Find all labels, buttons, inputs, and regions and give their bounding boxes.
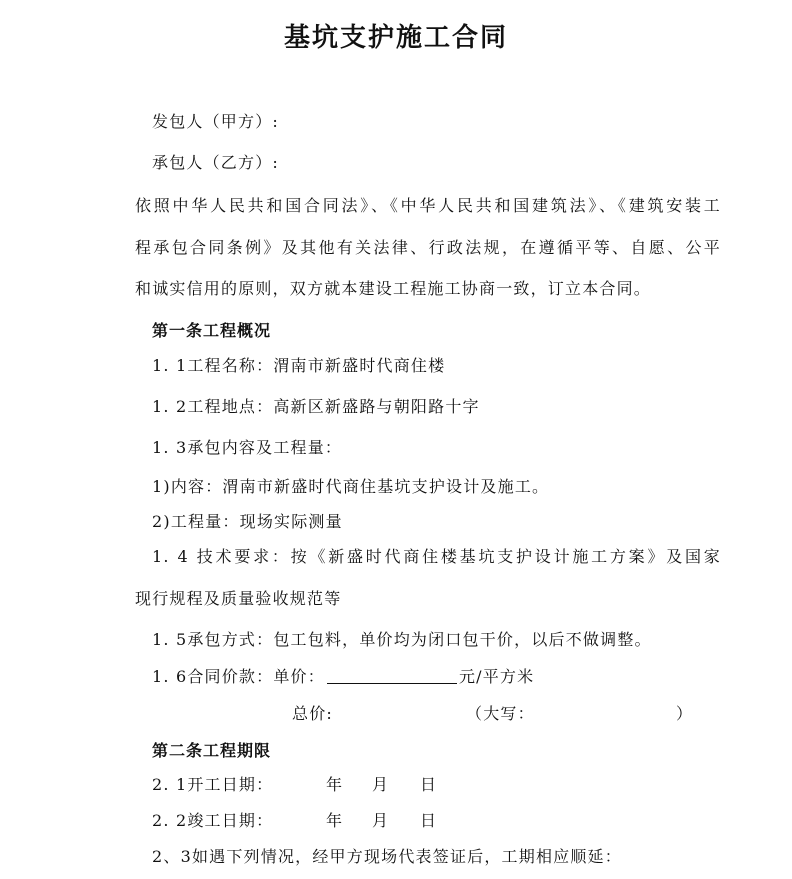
start-month: 月	[372, 775, 390, 794]
total-price-label: 总价:	[292, 704, 333, 723]
start-date-label: 2. 1开工日期：	[152, 775, 274, 794]
end-day: 日	[420, 811, 438, 830]
party-b-line: 承包人（乙方）:	[152, 153, 279, 172]
total-price-upper-open: （大写：	[466, 704, 535, 723]
item-1-6	[152, 666, 534, 688]
item-1-5: 1. 5承包方式：包工包料，单价均为闭口包干价，以后不做调整。	[152, 630, 652, 649]
item-1-3: 1. 3承包内容及工程量：	[152, 438, 343, 457]
total-price-upper-close: ）	[676, 704, 694, 723]
party-a-line: 发包人（甲方）:	[152, 112, 279, 131]
end-date-label: 2. 2竣工日期：	[152, 811, 274, 830]
end-year: 年	[326, 811, 344, 830]
article-2-heading: 第二条工程期限	[152, 741, 272, 760]
item-quantity: 2)工程量：现场实际测量	[152, 512, 343, 531]
preamble-line-1: 依照中华人民共和国合同法》、《中华人民共和国建筑法》、《建筑安装工	[135, 196, 721, 215]
preamble-line-2: 程承包合同条例》及其他有关法律、行政法规，在遵循平等、自愿、公平	[135, 238, 721, 257]
item-1-6-label: 1. 6合同价款：单价：	[152, 667, 325, 686]
item-1-4-line-1: 1. 4 技术要求：按《新盛时代商住楼基坑支护设计施工方案》及国家	[152, 547, 721, 566]
item-content: 1)内容：渭南市新盛时代商住基坑支护设计及施工。	[152, 477, 550, 496]
preamble-line-3: 和诚实信用的原则，双方就本建设工程施工协商一致，订立本合同。	[135, 279, 652, 298]
item-2-3: 2、3如遇下列情况，经甲方现场代表签证后，工期相应顺延：	[152, 847, 622, 866]
document-title: 基坑支护施工合同	[283, 23, 508, 53]
unit-price-unit: 元/平方米	[458, 667, 535, 686]
item-1-1: 1. 1工程名称：渭南市新盛时代商住楼	[152, 356, 446, 375]
start-day: 日	[420, 775, 438, 794]
item-1-4-line-2: 现行规程及质量验收规范等	[135, 589, 342, 608]
item-1-2: 1. 2工程地点：高新区新盛路与朝阳路十字	[152, 397, 480, 416]
end-month: 月	[372, 811, 390, 830]
unit-price-blank	[327, 667, 457, 684]
start-year: 年	[326, 775, 344, 794]
article-1-heading: 第一条工程概况	[152, 321, 272, 340]
